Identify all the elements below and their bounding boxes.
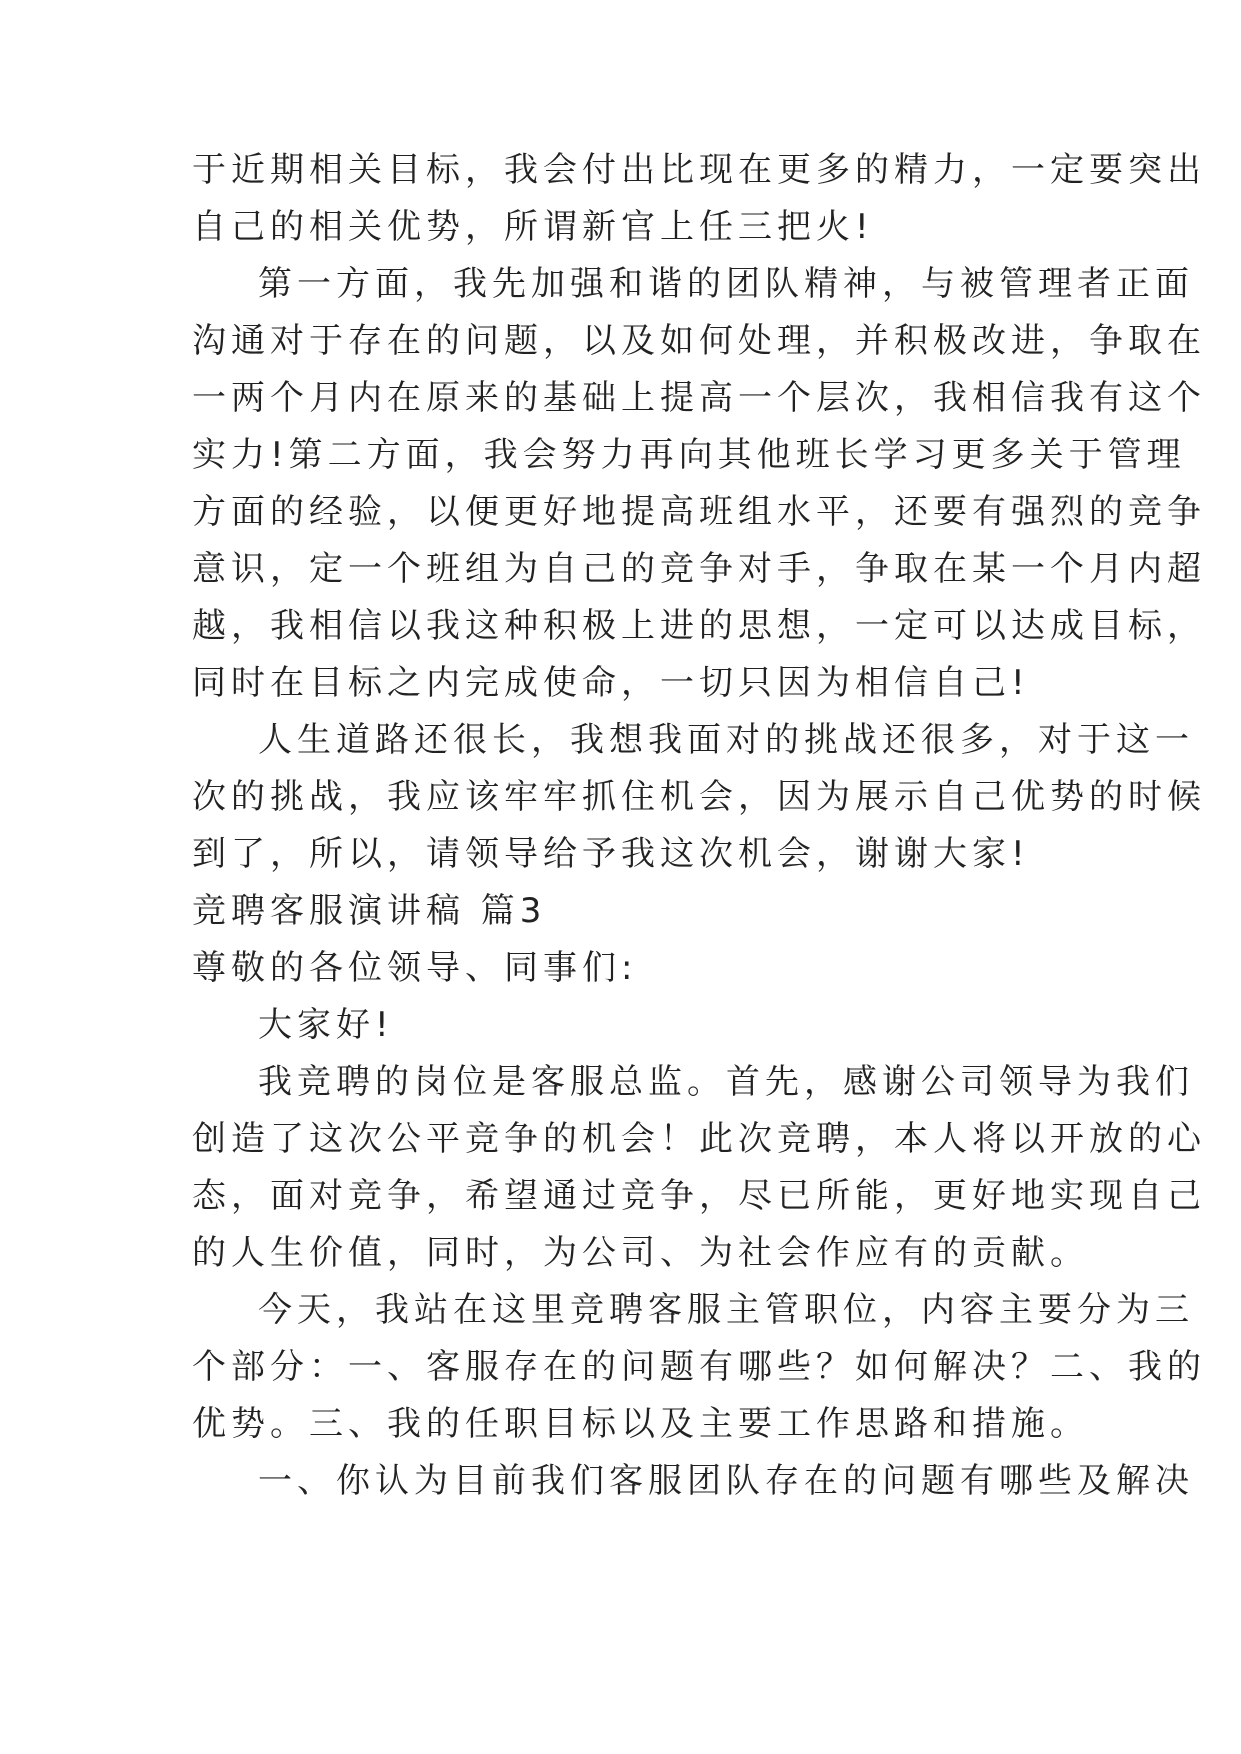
text-line-7: 方面的经验，以便更好地提高班组水平，还要有强烈的竞争 [192, 492, 1206, 532]
text-line-23: 优势。三、我的任职目标以及主要工作思路和措施。 [192, 1404, 1089, 1444]
text-line-9: 越，我相信以我这种积极上进的思想，一定可以达成目标， [192, 606, 1206, 646]
text-line-13: 到了，所以，请领导给予我这次机会，谢谢大家! [192, 834, 1030, 874]
text-line-2: 自己的相关优势，所谓新官上任三把火! [192, 207, 874, 247]
text-line-11: 人生道路还很长，我想我面对的挑战还很多，对于这一 [258, 720, 1194, 760]
greeting: 大家好! [258, 1005, 394, 1045]
text-line-8: 意识，定一个班组为自己的竞争对手，争取在某一个月内超 [192, 549, 1206, 589]
text-line-6: 实力!第二方面，我会努力再向其他班长学习更多关于管理 [192, 435, 1186, 475]
text-line-19: 态，面对竞争，希望通过竞争，尽已所能，更好地实现自己 [192, 1176, 1206, 1216]
text-line-21: 今天，我站在这里竞聘客服主管职位，内容主要分为三 [258, 1290, 1194, 1330]
text-line-17: 我竞聘的岗位是客服总监。首先，感谢公司领导为我们 [258, 1062, 1194, 1102]
text-line-18: 创造了这次公平竞争的机会！此次竞聘，本人将以开放的心 [192, 1119, 1206, 1159]
text-line-24: 一、你认为目前我们客服团队存在的问题有哪些及解决 [258, 1461, 1194, 1501]
text-line-3: 第一方面，我先加强和谐的团队精神，与被管理者正面 [258, 264, 1194, 304]
section-heading: 竞聘客服演讲稿 篇3 [192, 891, 547, 931]
text-line-22: 个部分：一、客服存在的问题有哪些？如何解决？二、我的 [192, 1347, 1206, 1387]
text-line-5: 一两个月内在原来的基础上提高一个层次，我相信我有这个 [192, 378, 1206, 418]
text-line-1: 于近期相关目标，我会付出比现在更多的精力，一定要突出 [192, 150, 1206, 190]
text-line-12: 次的挑战，我应该牢牢抓住机会，因为展示自己优势的时候 [192, 777, 1206, 817]
text-line-10: 同时在目标之内完成使命，一切只因为相信自己! [192, 663, 1030, 703]
text-line-20: 的人生价值，同时，为公司、为社会作应有的贡献。 [192, 1233, 1089, 1273]
salutation: 尊敬的各位领导、同事们: [192, 948, 638, 988]
text-line-4: 沟通对于存在的问题，以及如何处理，并积极改进，争取在 [192, 321, 1206, 361]
